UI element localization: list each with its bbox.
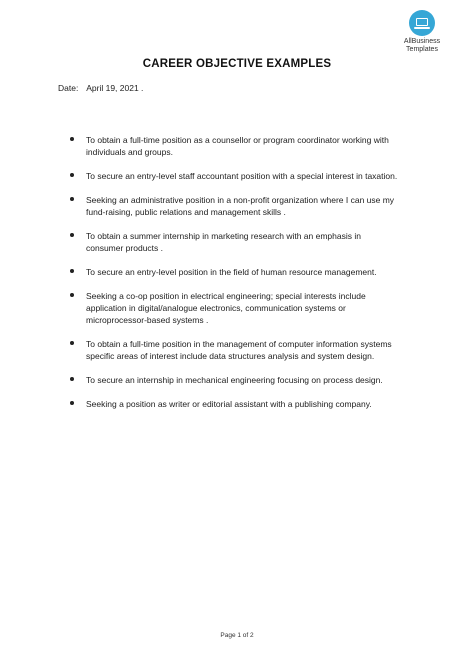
bullet-icon: [70, 341, 74, 345]
list-item: [70, 134, 400, 158]
objective-text: Seeking a position as writer or editorial assistant with a publishing company.: [86, 399, 372, 409]
bullet-icon: [70, 173, 74, 177]
laptop-icon: [409, 10, 435, 36]
allbusiness-templates-logo[interactable]: [392, 10, 452, 54]
objectives-list: [70, 134, 400, 422]
list-item: [70, 290, 400, 326]
list-item: [70, 398, 400, 410]
bullet-icon: [70, 269, 74, 273]
bullet-icon: [70, 293, 74, 297]
objective-text: To secure an internship in mechanical engineering focusing on process design.: [86, 375, 383, 385]
logo-text: [392, 38, 452, 54]
list-item: [70, 266, 400, 278]
list-item: [70, 338, 400, 362]
objective-text: To obtain a summer internship in marketing research with an emphasis in consumer products .: [86, 231, 361, 253]
objective-text: Seeking a co-op position in electrical engineering; special interests include application in digital/analogue electronics, communication systems or microprocessor-based systems .: [86, 291, 366, 325]
page-number-footer: Page 1 of 2: [220, 632, 254, 639]
objective-text: To obtain a full-time position as a counsellor or program coordinator working with individuals and groups.: [86, 135, 389, 157]
list-item: [70, 374, 400, 386]
date-value: April 19, 2021 .: [86, 83, 144, 93]
bullet-icon: [70, 401, 74, 405]
bullet-icon: [70, 233, 74, 237]
objective-text: To secure an entry-level staff accountant position with a special interest in taxation.: [86, 171, 398, 181]
bullet-icon: [70, 377, 74, 381]
bullet-icon: [70, 197, 74, 201]
list-item: [70, 194, 400, 218]
list-item: [70, 170, 400, 182]
objective-text: Seeking an administrative position in a non-profit organization where I can use my fund-raising, public relations and management skills .: [86, 195, 395, 217]
bullet-icon: [70, 137, 74, 141]
date-label: Date:: [58, 83, 79, 93]
objective-text: To obtain a full-time position in the management of computer information systems specific areas of interest include data structures analysis and system design.: [86, 339, 392, 361]
date-line: [58, 83, 143, 93]
logo-text-line2: Templates: [406, 46, 438, 53]
objective-text: To secure an entry-level position in the field of human resource management.: [86, 267, 377, 277]
list-item: [70, 230, 400, 254]
document-title: CAREER OBJECTIVE EXAMPLES: [142, 58, 332, 70]
logo-text-line1: AllBusiness: [403, 38, 441, 45]
